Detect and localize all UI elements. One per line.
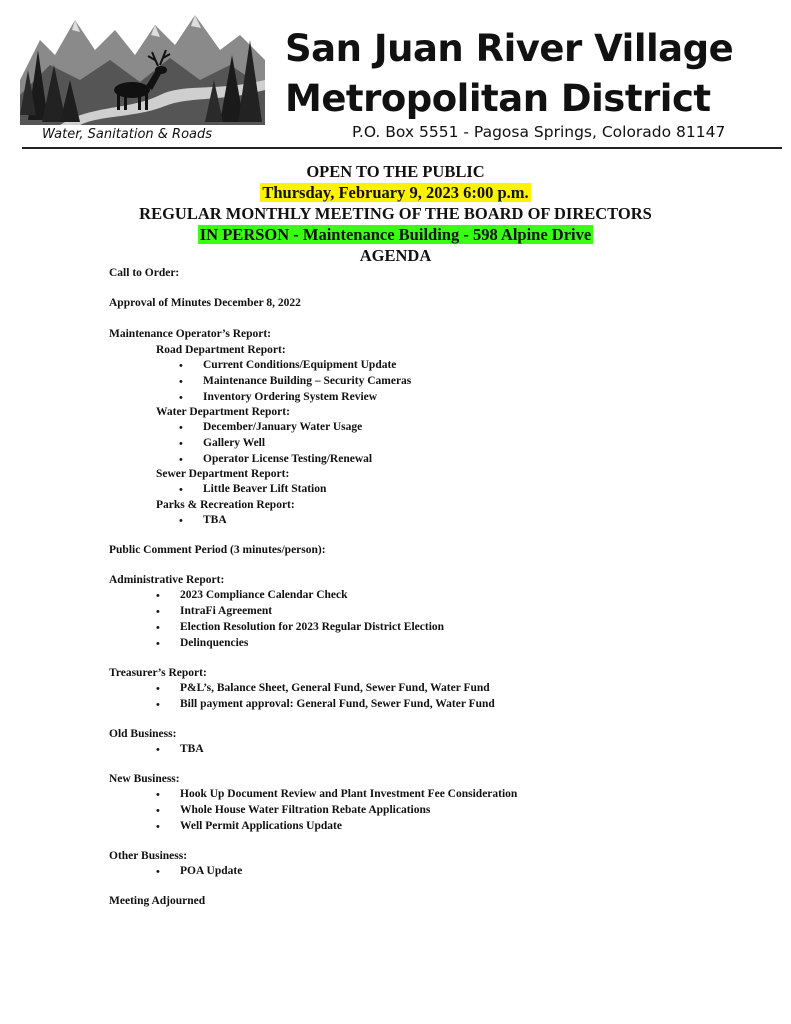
call-to-order: Call to Order: [109, 267, 180, 279]
list-item: IntraFi Agreement [180, 605, 273, 617]
list-item: Operator License Testing/Renewal [203, 453, 373, 465]
meeting-location [0, 227, 791, 244]
list-item: TBA [180, 743, 204, 755]
list-item: Current Conditions/Equipment Update [203, 359, 397, 371]
list-item: Bill payment approval: General Fund, Sewer Fund, Water Fund [180, 698, 495, 710]
bullet: • [179, 484, 183, 496]
bullet: • [156, 866, 160, 878]
list-item: Whole House Water Filtration Rebate Applications [180, 804, 431, 816]
tagline: Water, Sanitation & Roads [42, 127, 213, 142]
public-comment-period: Public Comment Period (3 minutes/person): [109, 544, 326, 556]
list-item: Gallery Well [203, 437, 266, 449]
open-to-public-heading [0, 164, 791, 181]
meeting-datetime [0, 185, 791, 202]
bullet: • [156, 821, 160, 833]
meeting-location-text: IN PERSON - Maintenance Building - 598 Alpine Drive [199, 225, 592, 244]
old-business-title: Old Business: [109, 728, 177, 740]
district-logo [20, 10, 265, 125]
bullet: • [156, 805, 160, 817]
list-item: Delinquencies [180, 637, 249, 649]
administrative-report-title: Administrative Report: [109, 574, 225, 586]
treasurer-report-title: Treasurer’s Report: [109, 667, 207, 679]
header-divider [22, 147, 782, 149]
water-department-title: Water Department Report: [156, 406, 290, 418]
parks-recreation-title: Parks & Recreation Report: [156, 499, 295, 511]
mailing-address: P.O. Box 5551 - Pagosa Springs, Colorado 81147 [352, 123, 726, 141]
list-item: POA Update [180, 865, 243, 877]
bullet: • [156, 638, 160, 650]
org-name-line-1: San Juan River Village [285, 27, 734, 70]
maintenance-report-title: Maintenance Operator’s Report: [109, 328, 272, 340]
list-item: 2023 Compliance Calendar Check [180, 589, 348, 601]
list-item: December/January Water Usage [203, 421, 363, 433]
approval-of-minutes: Approval of Minutes December 8, 2022 [109, 297, 301, 309]
other-business-title: Other Business: [109, 850, 188, 862]
meeting-datetime-text: Thursday, February 9, 2023 6:00 p.m. [262, 183, 529, 202]
list-item: Little Beaver Lift Station [203, 483, 327, 495]
new-business-title: New Business: [109, 773, 180, 785]
list-item: TBA [203, 514, 227, 526]
bullet: • [179, 454, 183, 466]
bullet: • [179, 392, 183, 404]
sewer-department-title: Sewer Department Report: [156, 468, 290, 480]
meeting-title-text: REGULAR MONTHLY MEETING OF THE BOARD OF DIRECTORS [139, 204, 652, 223]
bullet: • [156, 622, 160, 634]
org-name-line-2: Metropolitan District [285, 77, 711, 120]
list-item: Hook Up Document Review and Plant Investment Fee Consideration [180, 788, 518, 800]
bullet: • [179, 422, 183, 434]
bullet: • [156, 744, 160, 756]
agenda-heading [0, 248, 791, 265]
bullet: • [179, 438, 183, 450]
bullet: • [179, 376, 183, 388]
bullet: • [156, 789, 160, 801]
bullet: • [179, 515, 183, 527]
list-item: Election Resolution for 2023 Regular District Election [180, 621, 445, 633]
bullet: • [156, 606, 160, 618]
list-item: Maintenance Building – Security Cameras [203, 375, 412, 387]
bullet: • [179, 360, 183, 372]
open-to-public-text: OPEN TO THE PUBLIC [306, 162, 485, 181]
bullet: • [156, 699, 160, 711]
list-item: P&L’s, Balance Sheet, General Fund, Sewer Fund, Water Fund [180, 682, 490, 694]
list-item: Well Permit Applications Update [180, 820, 342, 832]
agenda-heading-text: AGENDA [359, 246, 432, 265]
road-department-title: Road Department Report: [156, 344, 286, 356]
meeting-title [0, 206, 791, 223]
list-item: Inventory Ordering System Review [203, 391, 378, 403]
meeting-adjourned: Meeting Adjourned [109, 895, 206, 907]
bullet: • [156, 683, 160, 695]
bullet: • [156, 590, 160, 602]
